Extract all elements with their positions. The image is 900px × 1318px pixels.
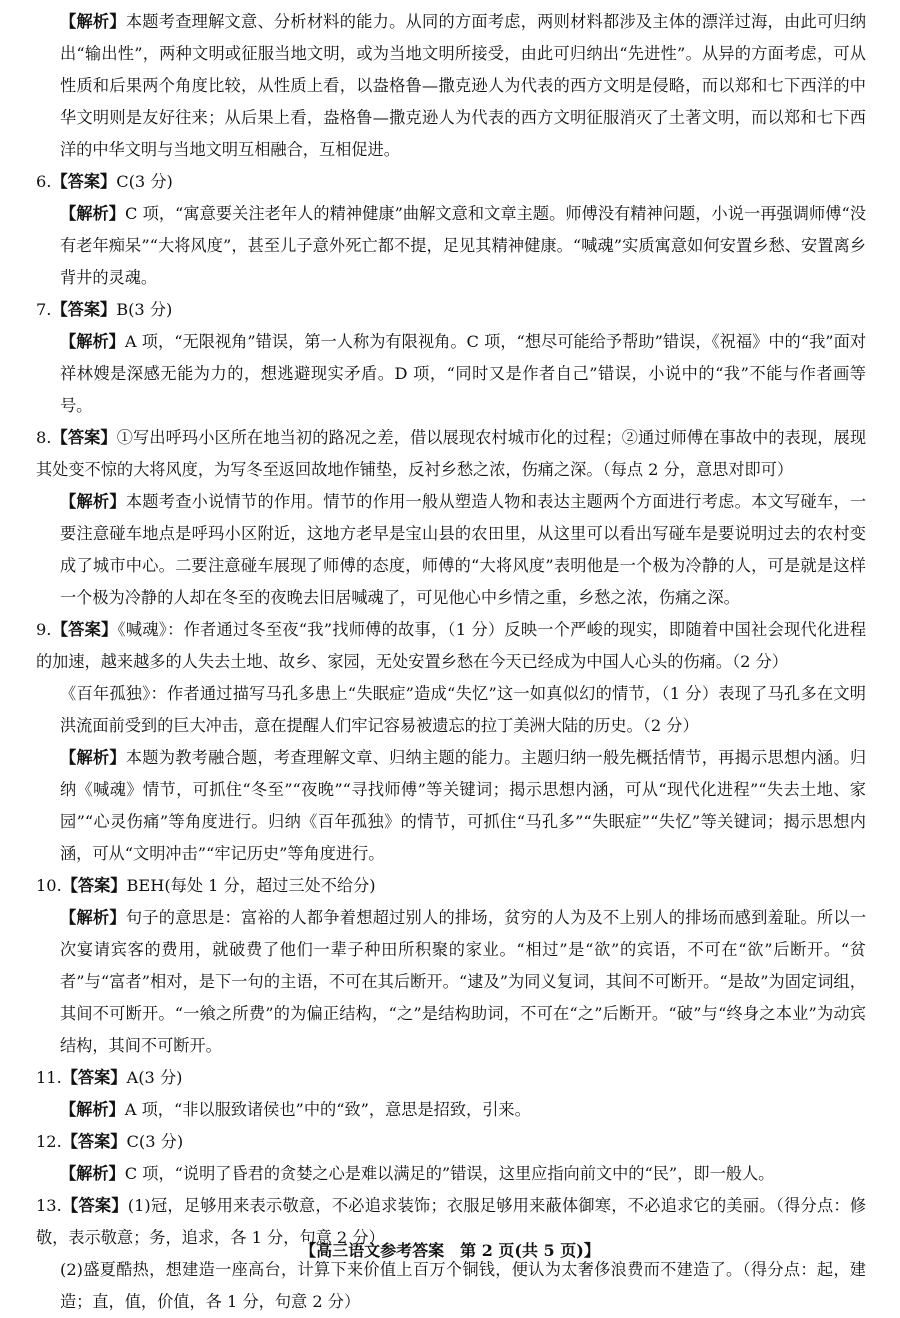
analysis-6 <box>36 198 866 294</box>
text: C(3 分) <box>126 1132 184 1151</box>
text: C 项，“说明了昏君的贪婪之心是难以满足的”错误，这里应指向前文中的“民”，即一般人。 <box>124 1164 775 1183</box>
page-footer: 【高三语文参考答案 第 2 页(共 5 页)】 <box>300 1241 600 1260</box>
answer-10 <box>36 870 866 902</box>
text: A 项，“无限视角”错误，第一人称为有限视角。C 项，“想尽可能给予帮助”错误，《祝福》中的“我”面对祥林嫂是深感无能为力的，想逃避现实矛盾。D 项，“同时又是作者自己”错误，小说中的“我”不能与作者画等号。 <box>60 332 867 415</box>
tag: 【解析】 <box>60 1100 125 1119</box>
text: A 项，“非以服致诸侯也”中的“致”，意思是招致，引来。 <box>124 1100 531 1119</box>
number: 6. <box>36 172 52 191</box>
text: B(3 分) <box>116 300 173 319</box>
text: C(3 分) <box>116 172 173 191</box>
number: 11. <box>36 1068 62 1087</box>
tag: 【答案】 <box>61 1132 127 1151</box>
text: 本题考查小说情节的作用。情节的作用一般从塑造人物和表达主题两个方面进行考虑。本文写碰车，一要注意碰车地点是呼玛小区附近，这地方老早是宝山县的农田里，从这里可以看出写碰车是要说明过去的农村变成了城市中心。二要注意碰车展现了师傅的态度，师傅的“大将风度”表明他是一个极为冷静的人，可是就是这样一个极为冷静的人却在冬至的夜晚去旧居喊魂了，可见他心中乡情之重，乡愁之浓，伤痛之深。 <box>60 492 867 607</box>
analysis-7 <box>36 326 866 422</box>
number: 10. <box>36 876 62 895</box>
text: BEH(每处 1 分，超过三处不给分) <box>126 876 376 895</box>
analysis-11 <box>36 1094 866 1126</box>
number: 12. <box>36 1132 62 1151</box>
tag: 【答案】 <box>51 428 117 447</box>
answer-12 <box>36 1126 866 1158</box>
analysis-12 <box>36 1158 866 1190</box>
text: 句子的意思是：富裕的人都争着想超过别人的排场，贫穷的人为及不上别人的排场而感到羞耻。所以一次宴请宾客的费用，就破费了他们一辈子种田所积聚的家业。“相过”是“欲”的宾语，不可在“欲”后断开。“贫者”与“富者”相对，是下一句的主语，不可在其后断开。“逮及”为同义复词，其间不可断开。“是故”为固定词组，其间不可断开。“一飨之所费”的为偏正结构，“之”是结构助词，不可在“之”后断开。“破”与“终身之本业”为动宾结构，其间不可断开。 <box>60 908 867 1055</box>
tag: 【答案】 <box>51 620 118 639</box>
number: 9. <box>36 620 52 639</box>
answer-9-part2 <box>36 678 866 742</box>
text: A(3 分) <box>126 1068 183 1087</box>
text: C 项，“寓意要关注老年人的精神健康”曲解文意和文章主题。师傅没有精神问题，小说一再强调师傅“没有老年痴呆”“大将风度”，甚至儿子意外死亡都不提，足见其精神健康。“喊魂”实质寓意如何安置乡愁、安置离乡背井的灵魂。 <box>60 204 867 287</box>
tag: 【答案】 <box>61 1196 128 1215</box>
answer-6 <box>36 166 866 198</box>
number: 13. <box>36 1196 62 1215</box>
answer-9 <box>36 614 866 678</box>
analysis-10 <box>36 902 866 1062</box>
analysis-8 <box>36 486 866 614</box>
analysis-5 <box>36 6 866 166</box>
number: 7. <box>36 300 52 319</box>
tag: 【答案】 <box>51 300 117 319</box>
number: 8. <box>36 428 52 447</box>
answer-content <box>36 6 866 1318</box>
text: (1)冠，足够用来表示敬意，不必追求装饰；衣服足够用来蔽体御寒，不必追求它的美丽。（得分点：修敬，表示敬意；务，追求，各 1 分，句意 2 分） <box>36 1196 867 1247</box>
text: 《喊魂》：作者通过冬至夜“我”找师傅的故事，（1 分）反映一个严峻的现实，即随着中国社会现代化进程的加速，越来越多的人失去土地、故乡、家园，无处安置乡愁在今天已经成为中国人心头的伤痛。（2 分） <box>36 620 867 671</box>
answer-13-part2 <box>36 1254 866 1318</box>
tag: 【解析】 <box>60 492 126 511</box>
tag: 【解析】 <box>60 748 126 767</box>
tag: 【解析】 <box>60 332 125 351</box>
tag: 【解析】 <box>60 1164 125 1183</box>
tag: 【解析】 <box>60 908 126 927</box>
answer-11 <box>36 1062 866 1094</box>
tag: 【答案】 <box>61 876 127 895</box>
text: 《百年孤独》：作者通过描写马孔多患上“失眠症”造成“失忆”这一如真似幻的情节，（1 分）表现了马孔多在文明洪流面前受到的巨大冲击，意在提醒人们牢记容易被遗忘的拉丁美洲大陆的历史。（2 分） <box>60 684 866 735</box>
tag: 【答案】 <box>61 1068 127 1087</box>
tag: 【解析】 <box>60 204 125 223</box>
tag: 【解析】 <box>60 12 126 31</box>
text: 本题为教考融合题，考查理解文章、归纳主题的能力。主题归纳一般先概括情节，再揭示思想内涵。归纳《喊魂》情节，可抓住“冬至”“夜晚”“寻找师傅”等关键词；揭示思想内涵，可从“现代化进程”“失去土地、家园”“心灵伤痛”等角度进行。归纳《百年孤独》的情节，可抓住“马孔多”“失眠症”“失忆”等关键词；揭示思想内涵，可从“文明冲击”“牢记历史”等角度进行。 <box>60 748 867 863</box>
text: ①写出呼玛小区所在地当初的路况之差，借以展现农村城市化的过程；②通过师傅在事故中的表现，展现其处变不惊的大将风度，为写冬至返回故地作铺垫，反衬乡愁之浓，伤痛之深。（每点 2 分，意思对即可） <box>36 428 867 479</box>
text: 本题考查理解文意、分析材料的能力。从同的方面考虑，两则材料都涉及主体的漂洋过海，由此可归纳出“输出性”，两种文明或征服当地文明，或为当地文明所接受，由此可归纳出“先进性”。从异的方面考虑，可从性质和后果两个角度比较，从性质上看，以盎格鲁—撒克逊人为代表的西方文明是侵略，而以郑和七下西洋的中华文明则是友好往来；从后果上看，盎格鲁—撒克逊人为代表的西方文明征服消灭了土著文明，而以郑和七下西洋的中华文明与当地文明互相融合，互相促进。 <box>60 12 867 159</box>
answer-8 <box>36 422 866 486</box>
answer-7 <box>36 294 866 326</box>
text: (2)盛夏酷热，想建造一座高台，计算下来价值上百万个铜钱，便认为太奢侈浪费而不建造了。（得分点：起，建造；直，值，价值，各 1 分，句意 2 分） <box>60 1260 866 1311</box>
analysis-9 <box>36 742 866 870</box>
tag: 【答案】 <box>51 172 117 191</box>
